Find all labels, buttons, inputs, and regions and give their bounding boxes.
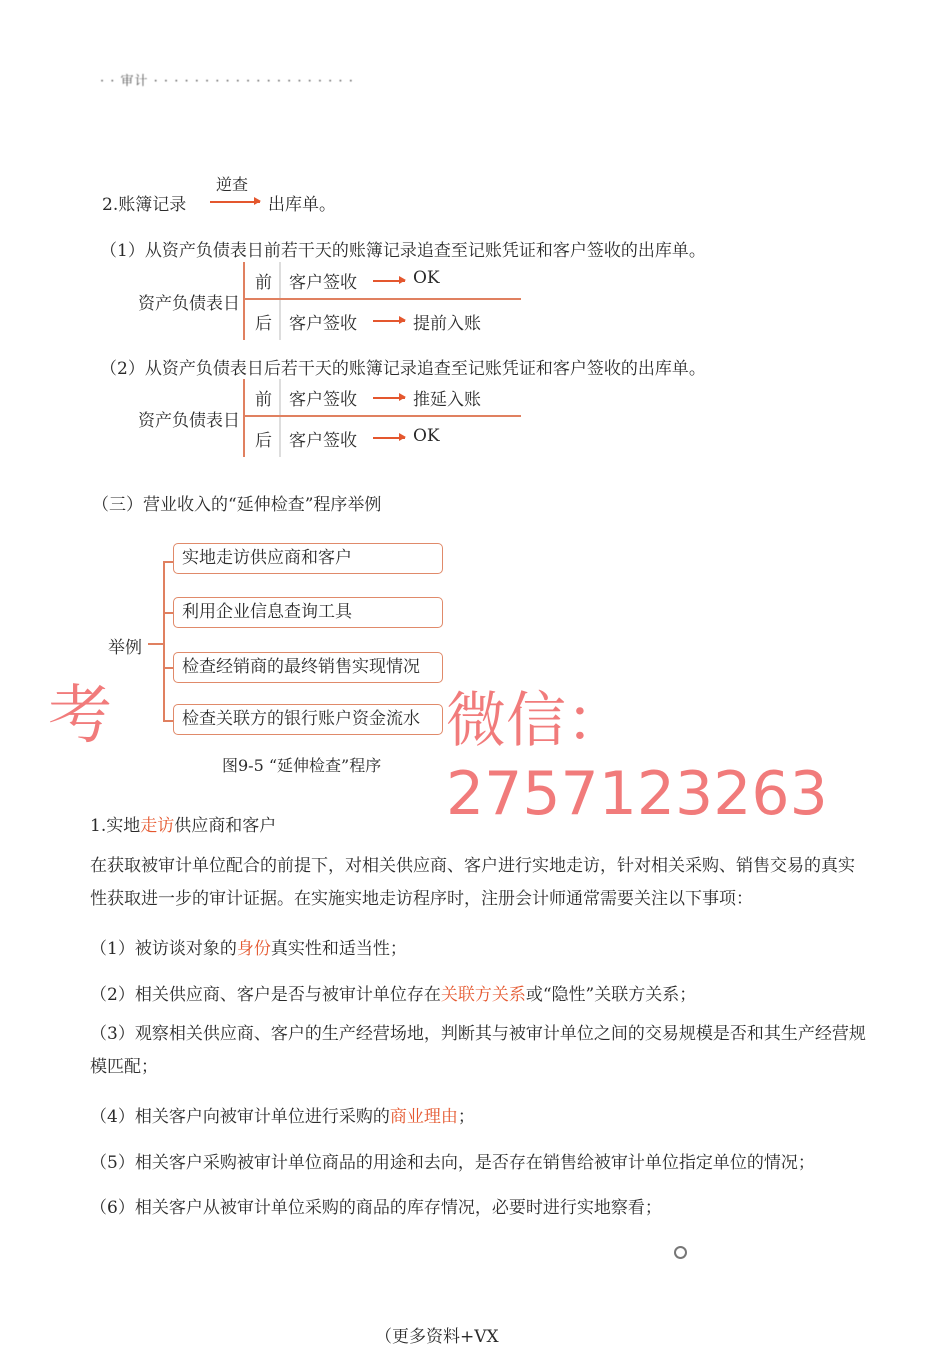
list-item — [90, 1102, 475, 1127]
arrow-icon — [373, 280, 405, 282]
diagram-label: 资产负债表日 — [138, 411, 240, 431]
list-item-post: 或“隐性”关联方关系； — [525, 985, 697, 1005]
visit-title-highlight: 走访 — [140, 816, 175, 836]
row-result: OK — [413, 268, 440, 288]
diagram-divider — [243, 379, 245, 457]
tree-label: 举例 — [108, 638, 142, 658]
row-when: 前 — [255, 273, 272, 293]
tree-branch — [163, 612, 173, 614]
tree-box: 检查经销商的最终销售实现情况 — [173, 652, 443, 683]
list-item-pre: （4）相关客户向被审计单位进行采购的 — [90, 1107, 390, 1127]
row-result: OK — [413, 426, 440, 446]
row-what: 客户签收 — [289, 273, 357, 293]
page-header: · · 审计 · · · · · · · · · · · · · · · · · · · · — [100, 74, 354, 89]
watermark-left: 考 — [48, 679, 112, 753]
diagram-hline — [243, 415, 521, 417]
item-1-text: （1）从资产负债表日前若干天的账簿记录追查至记账凭证和客户签收的出库单。 — [100, 241, 706, 261]
list-item — [90, 934, 407, 959]
row-when: 后 — [255, 314, 272, 334]
visit-intro: 在获取被审计单位配合的前提下，对相关供应商、客户进行实地走访，针对相关采购、销售交易的真实性获取进一步的审计证据。在实施实地走访程序时，注册会计师通常需要关注以下事项： — [90, 856, 855, 909]
section-title: 2.账簿记录 — [102, 195, 187, 215]
list-item-post: ； — [457, 1107, 475, 1127]
list-item-highlight: 身份 — [236, 939, 271, 959]
section-3-title: （三）营业收入的“延伸检查”程序举例 — [92, 495, 382, 515]
row-what: 客户签收 — [289, 390, 357, 410]
diagram-label: 资产负债表日 — [138, 294, 240, 314]
arrow-label: 逆查 — [216, 175, 249, 194]
row-result: 提前入账 — [413, 314, 481, 334]
list-item-pre: （1）被访谈对象的 — [90, 939, 237, 959]
watermark-right: 微信：2757123263 — [446, 686, 828, 829]
arrow-icon — [373, 320, 405, 322]
visit-title-pre: 1.实地 — [90, 816, 141, 836]
list-item — [90, 980, 696, 1005]
tree-branch — [163, 667, 173, 669]
list-item-highlight: 关联方关系 — [440, 985, 526, 1005]
arrow-icon — [210, 201, 260, 203]
diagram-divider — [279, 379, 281, 457]
arrow-target: 出库单。 — [268, 195, 336, 215]
row-when: 前 — [255, 390, 272, 410]
row-result: 推延入账 — [413, 390, 481, 410]
tree-connector — [148, 643, 164, 645]
list-item-highlight: 商业理由 — [389, 1107, 458, 1127]
diagram-divider — [243, 262, 245, 340]
tree-box: 实地走访供应商和客户 — [173, 543, 443, 574]
footer-text: （更多资料+VX — [375, 1327, 499, 1347]
figure-caption: 图9-5 “延伸检查”程序 — [222, 756, 382, 775]
list-item: （3）观察相关供应商、客户的生产经营场地，判断其与被审计单位之间的交易规模是否和其生产经营规模匹配； — [90, 1024, 866, 1077]
list-item-pre: （2）相关供应商、客户是否与被审计单位存在 — [90, 985, 441, 1005]
list-item: （6）相关客户从被审计单位采购的商品的库存情况，必要时进行实地察看； — [90, 1198, 662, 1218]
tree-branch — [163, 561, 173, 563]
tree-box: 利用企业信息查询工具 — [173, 597, 443, 628]
list-item: （5）相关客户采购被审计单位商品的用途和去向，是否存在销售给被审计单位指定单位的情况； — [90, 1153, 815, 1173]
arrow-icon — [373, 397, 405, 399]
diagram-hline — [243, 298, 521, 300]
diagram-divider — [279, 262, 281, 340]
visit-title — [90, 811, 276, 836]
list-item-post: 真实性和适当性； — [270, 939, 407, 959]
tree-box: 检查关联方的银行账户资金流水 — [173, 704, 443, 735]
tree-branch — [163, 720, 173, 722]
tree-trunk — [163, 561, 165, 721]
visit-title-post: 供应商和客户 — [174, 816, 277, 836]
row-what: 客户签收 — [289, 314, 357, 334]
row-what: 客户签收 — [289, 431, 357, 451]
scan-mark-icon — [674, 1246, 687, 1259]
arrow-icon — [373, 437, 405, 439]
row-when: 后 — [255, 431, 272, 451]
item-2-text: （2）从资产负债表日后若干天的账簿记录追查至记账凭证和客户签收的出库单。 — [100, 359, 706, 379]
